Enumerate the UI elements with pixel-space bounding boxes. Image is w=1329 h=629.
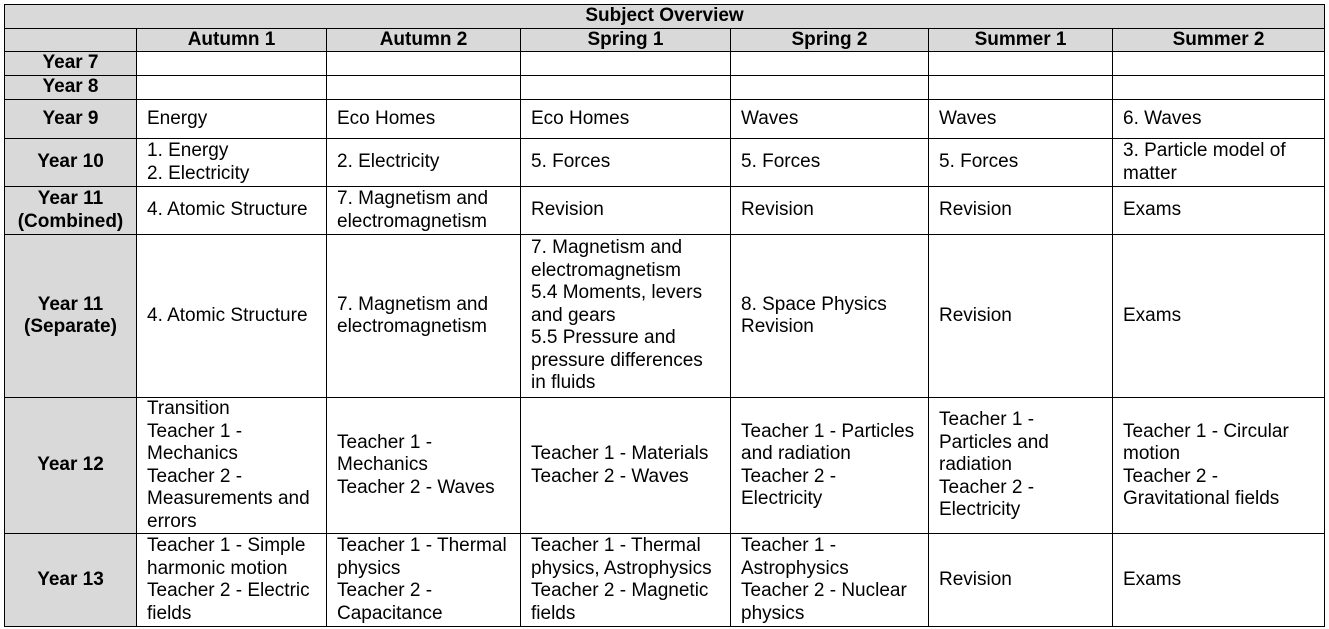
- table-cell: [731, 76, 929, 100]
- table-cell: Teacher 1 - Astrophysics Teacher 2 - Nuclear physics: [731, 534, 929, 627]
- table-cell: Teacher 1 - Thermal physics, Astrophysics Teacher 2 - Magnetic fields: [521, 534, 731, 627]
- column-header: Spring 2: [731, 28, 929, 52]
- table-cell: Revision: [929, 235, 1113, 398]
- table-cell: 1. Energy 2. Electricity: [137, 139, 327, 187]
- year-label: Year 8: [5, 76, 137, 100]
- table-cell: Teacher 1 - Particles and radiation Teacher 2 - Electricity: [929, 398, 1113, 534]
- year-label: Year 13: [5, 534, 137, 627]
- table-row: [5, 187, 1325, 235]
- year-label: Year 11 (Separate): [5, 235, 137, 398]
- table-cell: 4. Atomic Structure: [137, 235, 327, 398]
- table-cell: [929, 76, 1113, 100]
- table-cell: [1113, 76, 1325, 100]
- table-cell: Teacher 1 - Particles and radiation Teacher 2 - Electricity: [731, 398, 929, 534]
- table-cell: 7. Magnetism and electromagnetism: [327, 187, 521, 235]
- table-cell: Waves: [731, 100, 929, 139]
- table-cell: Exams: [1113, 534, 1325, 627]
- table-cell: 6. Waves: [1113, 100, 1325, 139]
- table-cell: [137, 76, 327, 100]
- table-cell: [731, 52, 929, 76]
- table-cell: Energy: [137, 100, 327, 139]
- table-cell: Waves: [929, 100, 1113, 139]
- table-cell: [521, 52, 731, 76]
- table-cell: [327, 52, 521, 76]
- table-row: [5, 235, 1325, 398]
- table-cell: Eco Homes: [521, 100, 731, 139]
- table-cell: Teacher 1 - Circular motion Teacher 2 - Gravitational fields: [1113, 398, 1325, 534]
- table-cell: 5. Forces: [731, 139, 929, 187]
- table-cell: Exams: [1113, 235, 1325, 398]
- table-row: [5, 100, 1325, 139]
- header-row: [5, 28, 1325, 52]
- year-label: Year 12: [5, 398, 137, 534]
- table-row: [5, 398, 1325, 534]
- table-cell: 8. Space Physics Revision: [731, 235, 929, 398]
- table-cell: [1113, 52, 1325, 76]
- table-row: [5, 52, 1325, 76]
- table-title: Subject Overview: [5, 5, 1325, 29]
- title-row: [5, 5, 1325, 29]
- table-cell: Revision: [929, 534, 1113, 627]
- table-cell: 7. Magnetism and electromagnetism: [327, 235, 521, 398]
- table-cell: Teacher 1 - Simple harmonic motion Teacher 2 - Electric fields: [137, 534, 327, 627]
- table-cell: Transition Teacher 1 - Mechanics Teacher 2 - Measurements and errors: [137, 398, 327, 534]
- table-cell: 3. Particle model of matter: [1113, 139, 1325, 187]
- table-cell: [929, 52, 1113, 76]
- column-header: Summer 1: [929, 28, 1113, 52]
- column-header: Autumn 2: [327, 28, 521, 52]
- table-cell: Teacher 1 - Materials Teacher 2 - Waves: [521, 398, 731, 534]
- table-cell: Revision: [929, 187, 1113, 235]
- subject-overview-table: [4, 4, 1325, 627]
- table-cell: 5. Forces: [929, 139, 1113, 187]
- year-label: Year 11 (Combined): [5, 187, 137, 235]
- table-cell: Exams: [1113, 187, 1325, 235]
- table-cell: [137, 52, 327, 76]
- year-label: Year 10: [5, 139, 137, 187]
- year-label: Year 7: [5, 52, 137, 76]
- table-cell: Revision: [731, 187, 929, 235]
- table-cell: Teacher 1 - Mechanics Teacher 2 - Waves: [327, 398, 521, 534]
- table-row: [5, 76, 1325, 100]
- column-header: Summer 2: [1113, 28, 1325, 52]
- table-row: [5, 139, 1325, 187]
- table-cell: Revision: [521, 187, 731, 235]
- table-cell: Teacher 1 - Thermal physics Teacher 2 - Capacitance: [327, 534, 521, 627]
- column-header: Autumn 1: [137, 28, 327, 52]
- table-cell: 7. Magnetism and electromagnetism 5.4 Moments, levers and gears 5.5 Pressure and pressure differences in fluids: [521, 235, 731, 398]
- table-cell: [521, 76, 731, 100]
- column-header: Spring 1: [521, 28, 731, 52]
- table-cell: 4. Atomic Structure: [137, 187, 327, 235]
- table-cell: [327, 76, 521, 100]
- corner-cell: [5, 28, 137, 52]
- table-cell: 5. Forces: [521, 139, 731, 187]
- year-label: Year 9: [5, 100, 137, 139]
- table-cell: 2. Electricity: [327, 139, 521, 187]
- table-cell: Eco Homes: [327, 100, 521, 139]
- table-row: [5, 534, 1325, 627]
